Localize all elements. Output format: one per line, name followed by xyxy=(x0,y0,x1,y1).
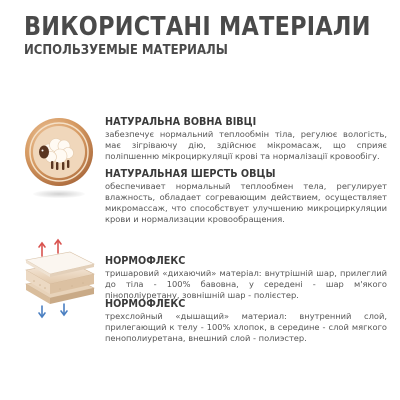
material-heading: НАТУРАЛЬНАЯ ШЕРСТЬ ОВЦЫ xyxy=(105,168,276,180)
material-wool-ua xyxy=(105,116,387,162)
material-normoflex-ua xyxy=(105,255,387,301)
material-description: тришаровий «дихаючий» матеріал: внутрішній шар, прилеглий до тіла - 100% бавовна, у середені - шар м'якого пінополіуретану, зовнішній шар - полієстер. xyxy=(105,268,387,300)
material-normoflex-ru xyxy=(105,298,387,344)
material-heading: НОРМОФЛЕКС xyxy=(105,298,186,310)
page-title: ВИКОРИСТАНІ МАТЕРІАЛИ xyxy=(24,12,371,42)
material-description: трехслойный «дышащий» материал: внутренний слой, прилегающий к телу - 100% хлопок, в середине - слой мягкого пенополиуретана, внешний слой - полиэстер. xyxy=(105,311,387,343)
material-description: обеспечивает нормальный теплообмен тела, регулирует влажность, обладает согревающим действием, осуществляет микромассаж, что способствует улучшению микроциркуляции крови и нормализации кровообращения. xyxy=(105,181,387,224)
material-wool-ru xyxy=(105,168,387,225)
page-subtitle: ИСПОЛЬЗУЕМЫЕ МАТЕРИАЛЫ xyxy=(24,43,228,58)
material-heading: НОРМОФЛЕКС xyxy=(105,255,186,267)
material-heading: НАТУРАЛЬНА ВОВНА ВІВЦІ xyxy=(105,116,257,128)
sheep-icon xyxy=(22,114,96,200)
material-description: забезпечує нормальний теплообмін тіла, регулює вологість, має зігріваючу дію, здійснює мікромасаж, що сприяє поліпшенню мікроциркуляції крові та нормалізації кровообігу. xyxy=(105,129,387,161)
foam-layers-icon xyxy=(20,236,98,322)
